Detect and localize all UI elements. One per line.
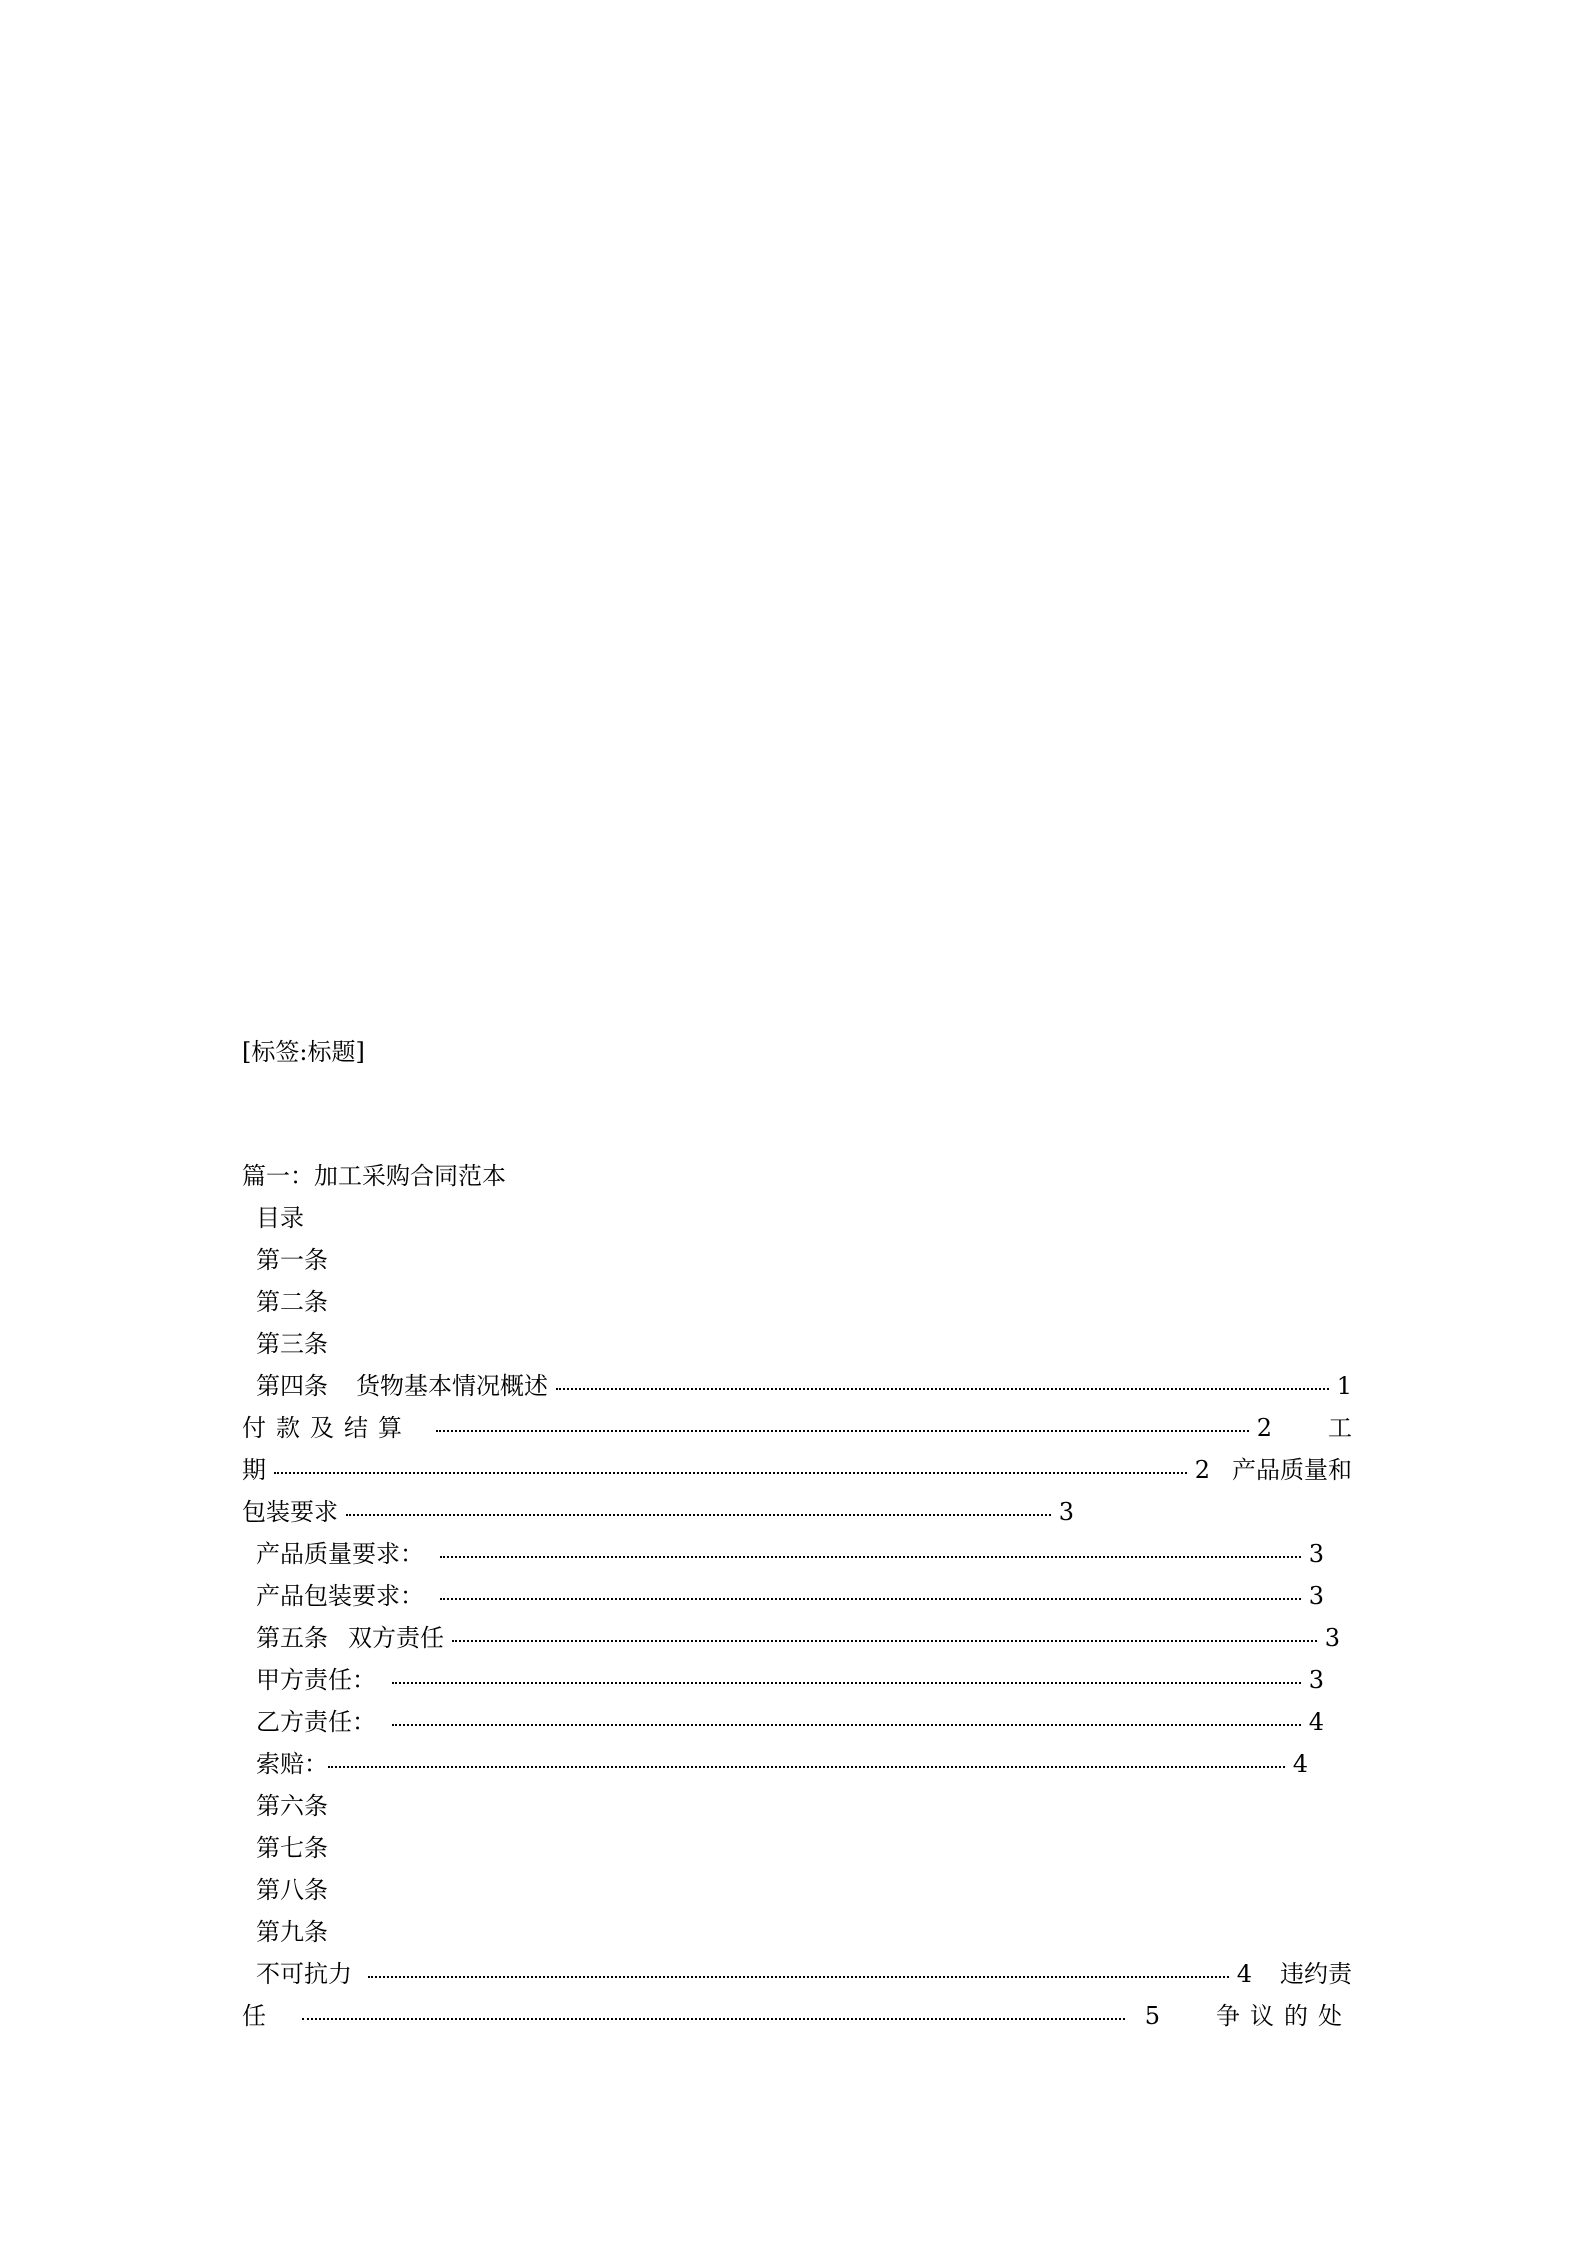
toc-page-number: 3 <box>1058 1498 1074 1526</box>
toc-page-number: 2 <box>1256 1414 1272 1442</box>
toc-article-9: 第九条 <box>256 1918 328 1946</box>
toc-label: 不可抗力 <box>256 1960 352 1988</box>
toc-article-6: 第六条 <box>256 1792 328 1820</box>
toc-row-article-4 <box>256 1371 1352 1401</box>
toc-page-number: 5 <box>1144 2002 1160 2030</box>
toc-row-party-a <box>256 1665 1324 1695</box>
toc-row-claim <box>256 1749 1308 1779</box>
dot-leader <box>556 1388 1329 1390</box>
toc-article-2: 第二条 <box>256 1288 328 1316</box>
toc-row-breach <box>242 2001 1352 2031</box>
toc-article-3: 第三条 <box>256 1330 328 1358</box>
toc-row-payment <box>242 1413 1352 1443</box>
toc-label-text: 货物基本情况概述 <box>356 1372 548 1400</box>
toc-article-8: 第八条 <box>256 1876 328 1904</box>
toc-label: 包装要求 <box>242 1498 338 1526</box>
toc-label: 甲方责任： <box>256 1666 376 1694</box>
toc-row-packaging <box>242 1497 1074 1527</box>
toc-row-force-majeure <box>256 1959 1352 1989</box>
toc-row-article-5 <box>256 1623 1340 1653</box>
toc-page-number: 2 <box>1194 1456 1210 1484</box>
dot-leader <box>392 1724 1301 1726</box>
toc-label: 乙方责任： <box>256 1708 376 1736</box>
dot-leader <box>346 1514 1051 1516</box>
toc-page-number: 4 <box>1292 1750 1308 1778</box>
toc-continuation-text: 违约责 <box>1280 1960 1352 1988</box>
toc-row-quality <box>256 1539 1324 1569</box>
toc-label: 产品包装要求： <box>256 1582 424 1610</box>
dot-leader <box>440 1556 1301 1558</box>
dot-leader <box>392 1682 1301 1684</box>
dot-leader <box>328 1766 1285 1768</box>
toc-label-text: 双方责任 <box>348 1624 444 1652</box>
tag-label: [标签:标题] <box>242 1038 365 1066</box>
document-title: 篇一：加工采购合同范本 <box>242 1162 506 1190</box>
toc-row-pack <box>256 1581 1324 1611</box>
toc-label: 付款及结算 <box>242 1414 412 1442</box>
dot-leader <box>274 1472 1187 1474</box>
toc-heading: 目录 <box>256 1204 304 1232</box>
dot-leader <box>452 1640 1317 1642</box>
toc-page-number: 3 <box>1324 1624 1340 1652</box>
toc-page-number: 3 <box>1308 1582 1324 1610</box>
toc-row-period <box>242 1455 1352 1485</box>
toc-page-number: 4 <box>1236 1960 1252 1988</box>
toc-page-number: 1 <box>1336 1372 1352 1400</box>
toc-page-number: 4 <box>1308 1708 1324 1736</box>
toc-row-party-b <box>256 1707 1324 1737</box>
toc-continuation-text: 工 <box>1328 1414 1352 1442</box>
toc-label: 第四条 <box>256 1372 328 1400</box>
dot-leader <box>302 2018 1125 2020</box>
toc-continuation-text: 产品质量和 <box>1232 1456 1352 1484</box>
toc-article-7: 第七条 <box>256 1834 328 1862</box>
toc-article-1: 第一条 <box>256 1246 328 1274</box>
toc-label: 产品质量要求： <box>256 1540 424 1568</box>
toc-page-number: 3 <box>1308 1540 1324 1568</box>
toc-label: 第五条 <box>256 1624 328 1652</box>
dot-leader <box>436 1430 1249 1432</box>
toc-page-number: 3 <box>1308 1666 1324 1694</box>
dot-leader <box>368 1976 1229 1978</box>
toc-label: 任 <box>242 2002 266 2030</box>
toc-continuation-text: 争议的处 <box>1216 2002 1352 2030</box>
toc-label: 期 <box>242 1456 266 1484</box>
dot-leader <box>440 1598 1301 1600</box>
toc-label: 索赔： <box>256 1750 328 1778</box>
